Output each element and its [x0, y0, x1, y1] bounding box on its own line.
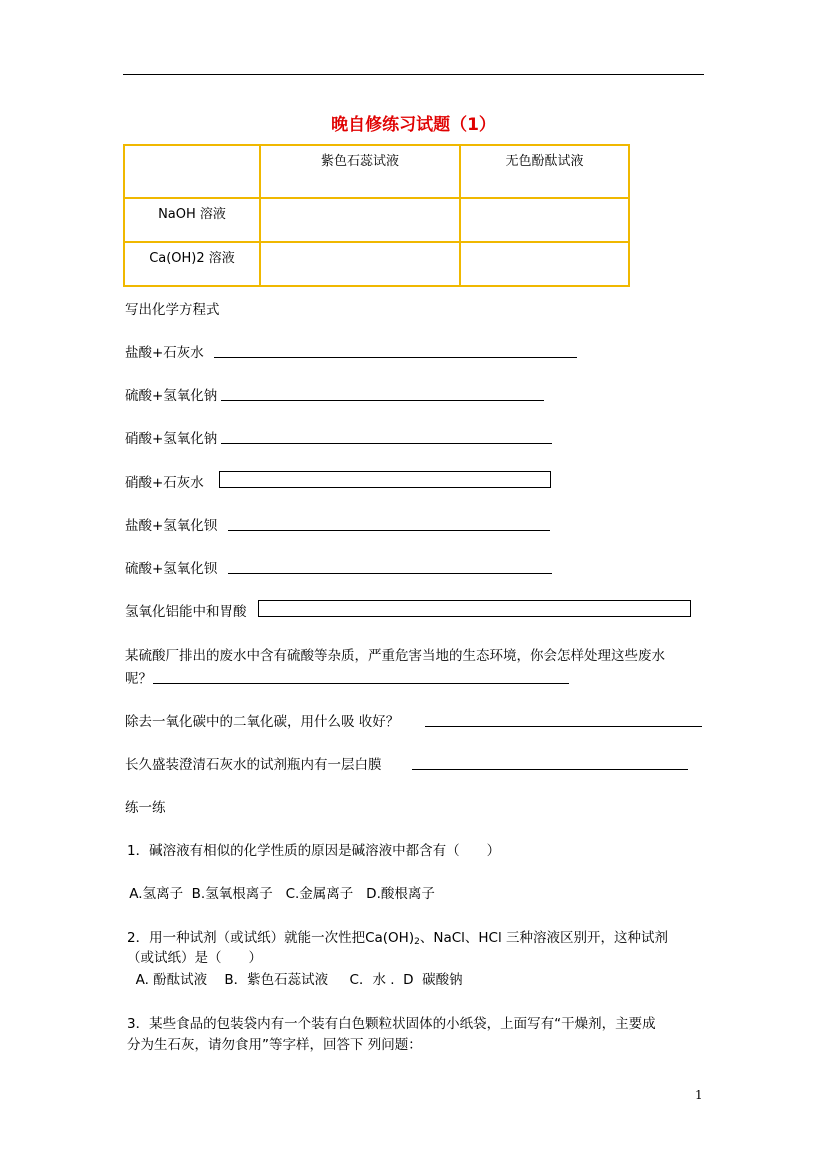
question-1-options: A.氢离子 B.氢氧根离子 C.金属离子 D.酸根离子	[125, 886, 435, 902]
question-2-text: 、NaCl、HCl 三种溶液区别开，这种试剂	[419, 930, 669, 946]
question-text: 除去一氧化碳中的二氧化碳，用什么吸 收好？	[125, 714, 400, 730]
answer-blank[interactable]	[228, 529, 550, 531]
answer-blank[interactable]	[153, 682, 569, 684]
table-header-cell	[124, 145, 260, 198]
section-heading: 写出化学方程式	[125, 302, 220, 318]
equation-label: 硫酸+氢氧化钡	[125, 561, 218, 577]
question-1: 1．碱溶液有相似的化学性质的原因是碱溶液中都含有（ ）	[127, 843, 501, 859]
answer-blank[interactable]	[221, 399, 544, 401]
answer-box[interactable]	[219, 471, 551, 488]
section-heading: 练一练	[125, 800, 166, 816]
answer-blank[interactable]	[425, 725, 702, 727]
question-2-text: 2．用一种试剂（或试纸）就能一次性把	[127, 930, 366, 946]
question-2-line2: （或试纸）是（ ）	[127, 950, 262, 966]
answer-box[interactable]	[258, 600, 691, 617]
question-2	[127, 926, 668, 947]
row-label: NaOH 溶液	[124, 198, 260, 242]
answer-blank[interactable]	[412, 768, 688, 770]
question-text: 呢？	[125, 671, 152, 687]
table-row	[124, 242, 629, 286]
table-header-row	[124, 145, 629, 198]
answer-cell[interactable]	[260, 242, 460, 286]
table-header-cell: 紫色石蕊试液	[260, 145, 460, 198]
indicator-table	[123, 144, 630, 287]
equation-label: 盐酸+石灰水	[125, 345, 204, 361]
page-title: 晚自修练习试题（1）	[331, 115, 496, 135]
question-3: 3．某些食品的包装袋内有一个装有白色颗粒状固体的小纸袋，上面写有“干燥剂，主要成	[127, 1016, 656, 1032]
equation-label: 硫酸+氢氧化钠	[125, 388, 218, 404]
equation-label: 硝酸+石灰水	[125, 475, 204, 491]
answer-cell[interactable]	[260, 198, 460, 242]
answer-blank[interactable]	[221, 442, 552, 444]
table-row	[124, 198, 629, 242]
question-text: 长久盛装澄清石灰水的试剂瓶内有一层白膜	[125, 757, 382, 773]
answer-blank[interactable]	[214, 356, 577, 358]
question-3-line2: 分为生石灰，请勿食用”等字样，回答下 列问题：	[127, 1037, 422, 1053]
answer-cell[interactable]	[460, 198, 629, 242]
table-header-cell: 无色酚酞试液	[460, 145, 629, 198]
answer-blank[interactable]	[228, 572, 552, 574]
row-label: Ca(OH)2 溶液	[124, 242, 260, 286]
equation-label: 盐酸+氢氧化钡	[125, 518, 218, 534]
header-rule	[123, 74, 704, 75]
answer-cell[interactable]	[460, 242, 629, 286]
question-text: 某硫酸厂排出的废水中含有硫酸等杂质，严重危害当地的生态环境，你会怎样处理这些废水	[125, 648, 665, 664]
equation-label: 氢氧化铝能中和胃酸	[125, 604, 247, 620]
question-2-options: A. 酚酞试液 B．紫色石蕊试液 C．水 . D 碳酸钠	[127, 972, 463, 988]
equation-label: 硝酸+氢氧化钠	[125, 431, 218, 447]
formula-subscript: 2	[414, 937, 420, 947]
page-number: 1	[695, 1088, 703, 1102]
formula: Ca(OH)	[365, 930, 415, 946]
